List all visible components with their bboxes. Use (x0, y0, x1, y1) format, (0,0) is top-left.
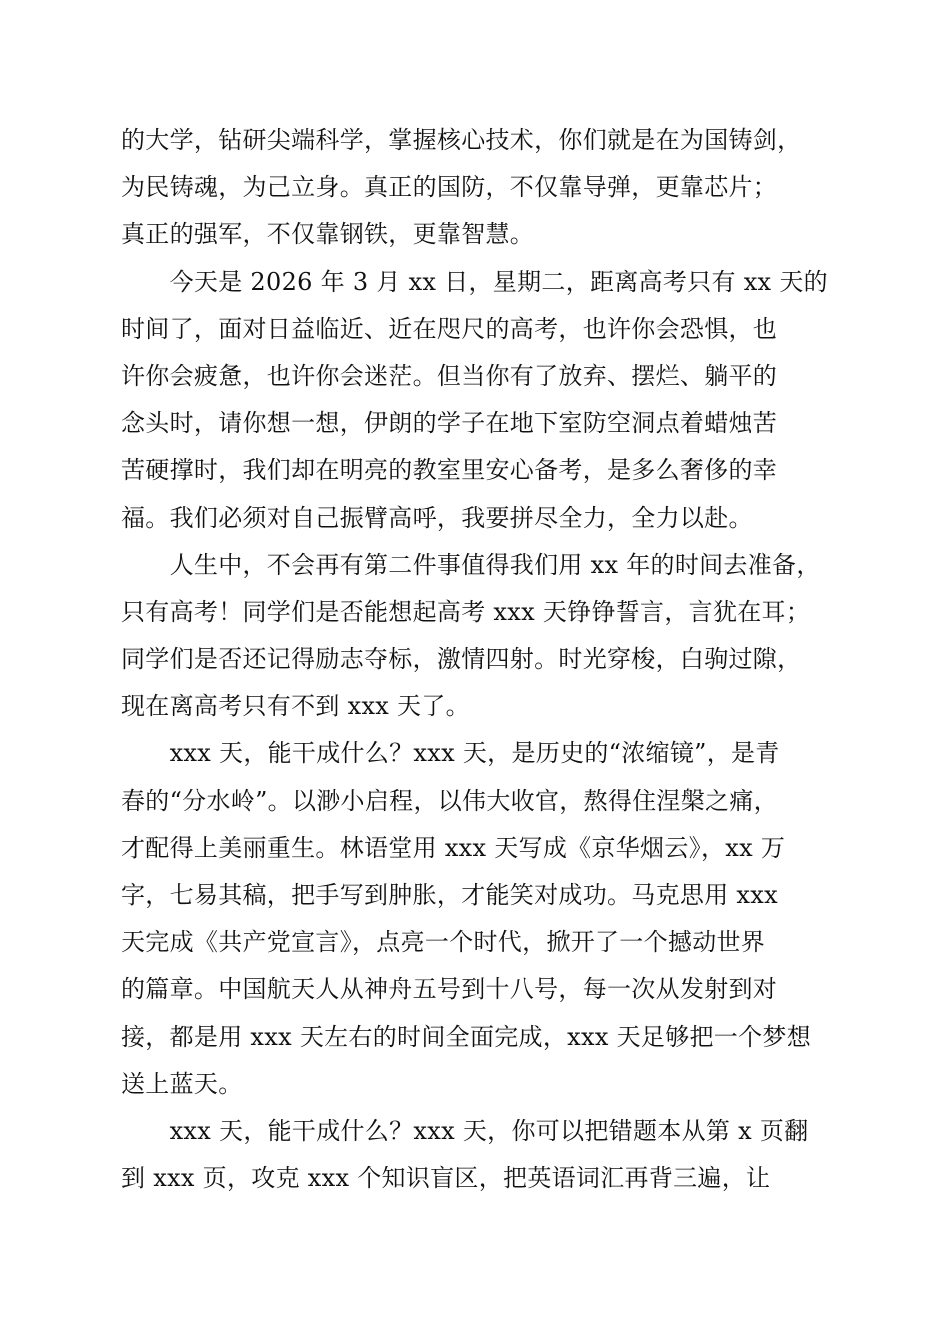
text-line: 苦硬撑时，我们却在明亮的教室里安心备考，是多么奢侈的幸 (121, 456, 778, 485)
text-line: xxx 天，能干成什么？xxx 天，你可以把错题本从第 x 页翻 (121, 1116, 809, 1145)
text-line: 春的“分水岭”。以渺小启程，以伟大收官，熬得住涅槃之痛， (121, 786, 778, 815)
text-line: 现在离高考只有不到 xxx 天了。 (121, 692, 470, 721)
text-line: 为民铸魂，为己立身。真正的国防，不仅靠导弹，更靠芯片； (121, 173, 778, 202)
text-line: 的篇章。中国航天人从神舟五号到十八号，每一次从发射到对 (121, 975, 778, 1004)
text-line: 到 xxx 页，攻克 xxx 个知识盲区，把英语词汇再背三遍，让 (121, 1164, 771, 1193)
text-line: 只有高考！同学们是否能想起高考 xxx 天铮铮誓言，言犹在耳； (121, 597, 811, 626)
text-line: 时间了，面对日益临近、近在咫尺的高考，也许你会恐惧，也 (121, 314, 778, 343)
text-line: 福。我们必须对自己振臂高呼，我要拼尽全力，全力以赴。 (121, 503, 753, 532)
text-line: 送上蓝天。 (121, 1069, 243, 1098)
text-line: 许你会疲惫，也许你会迷茫。但当你有了放弃、摆烂、躺平的 (121, 361, 778, 390)
text-line: 的大学，钻研尖端科学，掌握核心技术，你们就是在为国铸剑， (121, 126, 802, 154)
text-line: 真正的强军，不仅靠钢铁，更靠智慧。 (121, 220, 535, 249)
text-line: 今天是 2026 年 3 月 xx 日，星期二，距离高考只有 xx 天的 (121, 267, 828, 296)
text-line: xxx 天，能干成什么？xxx 天，是历史的“浓缩镜”，是青 (121, 739, 780, 768)
text-line: 接，都是用 xxx 天左右的时间全面完成，xxx 天足够把一个梦想 (121, 1022, 811, 1051)
text-line: 天完成《共产党宣言》，点亮一个时代，掀开了一个撼动世界 (121, 928, 766, 957)
text-line: 人生中，不会再有第二件事值得我们用 xx 年的时间去准备， (121, 550, 821, 579)
document-body (121, 117, 833, 1202)
text-line: 同学们是否还记得励志夺标，激情四射。时光穿梭，白驹过隙， (121, 645, 802, 674)
text-line: 字，七易其稿，把手写到肿胀，才能笑对成功。马克思用 xxx (121, 881, 778, 909)
text-line: 念头时，请你想一想，伊朗的学子在地下室防空洞点着蜡烛苦 (121, 409, 778, 438)
text-line: 才配得上美丽重生。林语堂用 xxx 天写成《京华烟云》，xx 万 (121, 833, 786, 862)
